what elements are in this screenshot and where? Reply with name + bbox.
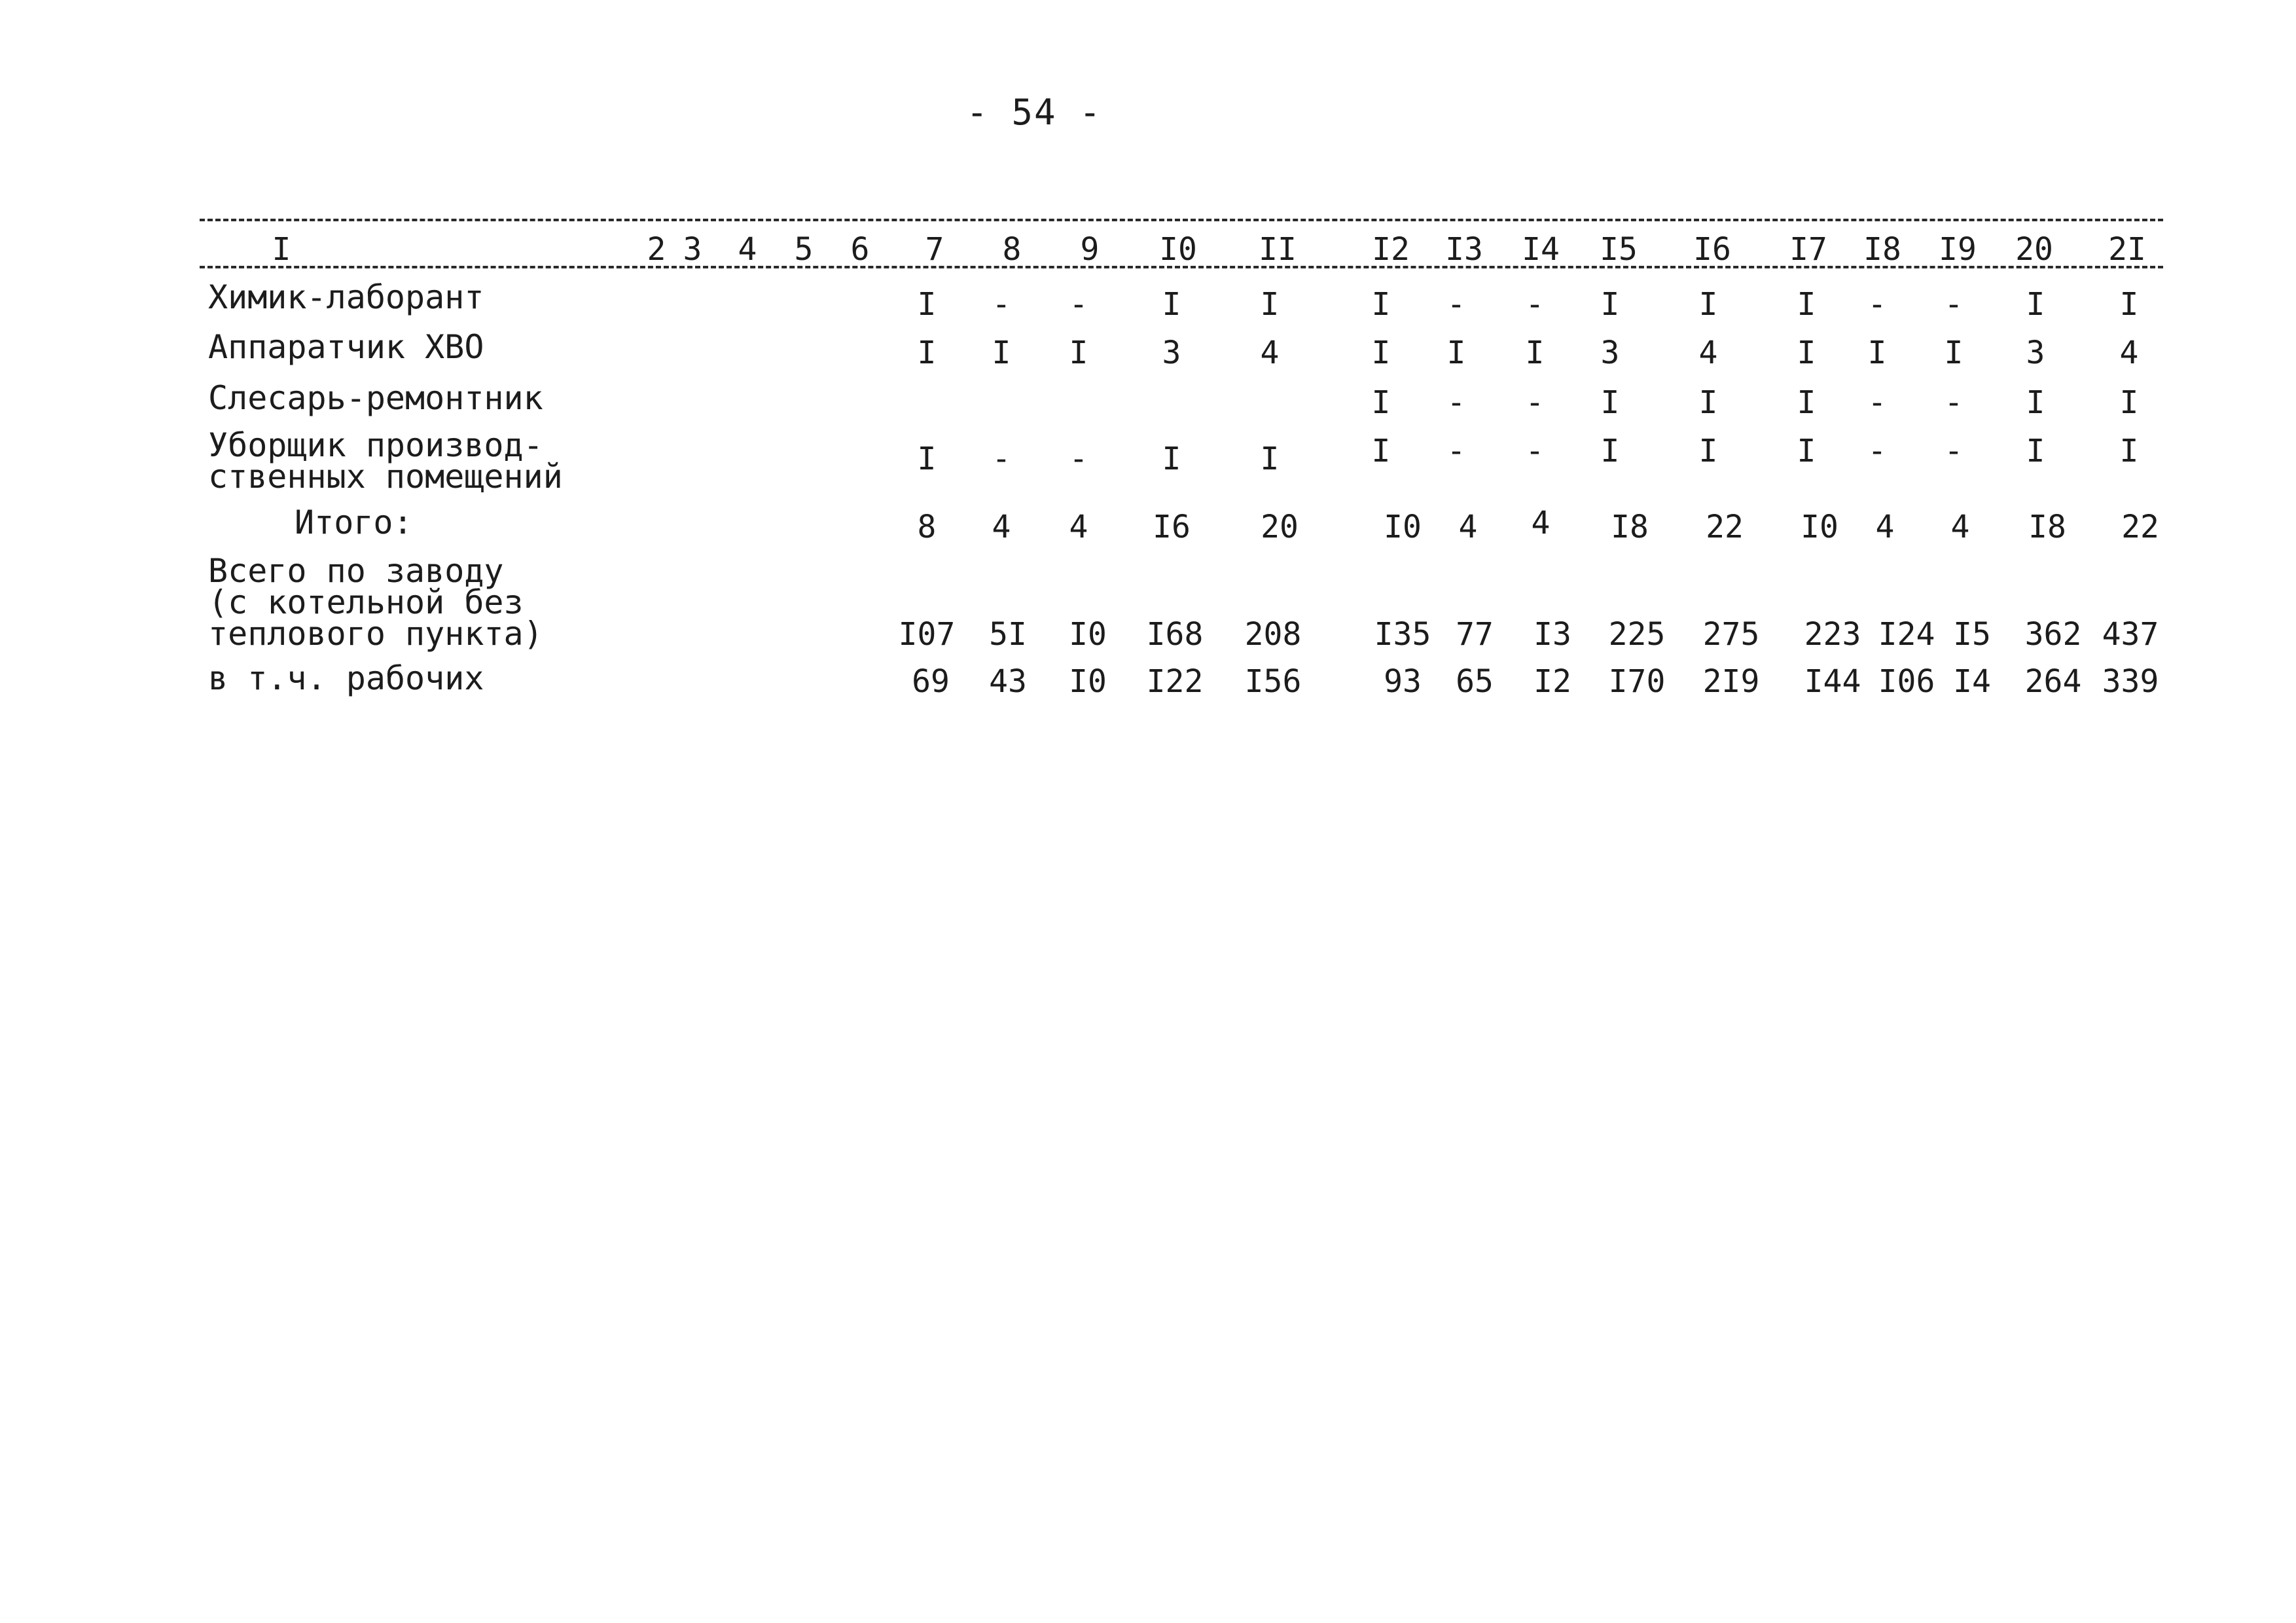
table-cell: I06 <box>1878 663 1935 700</box>
table-cell: I <box>917 335 937 371</box>
column-number: I7 <box>1789 231 1827 268</box>
table-cell: I0 <box>1801 509 1839 545</box>
table-cell: - <box>1446 384 1466 421</box>
table-cell: I0 <box>1069 616 1107 653</box>
table-cell: I <box>1371 286 1391 323</box>
table-cell: 3 <box>1600 335 1620 371</box>
table-cell: 4 <box>1950 509 1970 545</box>
table-cell: I <box>1867 335 1887 371</box>
table-cell: I <box>1371 384 1391 421</box>
table-cell: - <box>1446 433 1466 469</box>
column-number: II <box>1259 231 1297 268</box>
column-number: 2I <box>2108 231 2146 268</box>
table-cell: I <box>1260 286 1280 323</box>
table-cell: 208 <box>1244 616 1302 653</box>
table-top-rule <box>200 219 2163 221</box>
table-cell: I6 <box>1153 509 1191 545</box>
table-cell: I <box>917 441 937 477</box>
column-number: I6 <box>1693 231 1731 268</box>
row-label-line: Итого: <box>295 503 413 541</box>
table-cell: I <box>1698 433 1718 469</box>
table-cell: - <box>1867 433 1887 469</box>
header-bottom-rule <box>200 266 2163 268</box>
column-number: I8 <box>1863 231 1901 268</box>
table-cell: 264 <box>2024 663 2082 700</box>
table-cell: I4 <box>1953 663 1991 700</box>
table-cell: 8 <box>917 509 937 545</box>
table-cell: I68 <box>1146 616 1204 653</box>
row-label-line: Химик-лаборант <box>208 278 484 316</box>
row-label <box>208 379 543 417</box>
table-cell: I44 <box>1804 663 1861 700</box>
table-cell: - <box>1525 286 1545 323</box>
table-cell: 4 <box>1458 509 1478 545</box>
table-cell: I3 <box>1534 616 1571 653</box>
table-cell: - <box>1069 441 1088 477</box>
table-cell: I <box>1944 335 1964 371</box>
table-cell: 43 <box>989 663 1027 700</box>
table-cell: 77 <box>1456 616 1494 653</box>
table-cell: I <box>1162 286 1181 323</box>
table-cell: 65 <box>1456 663 1494 700</box>
table-cell: I70 <box>1608 663 1666 700</box>
table-cell: I <box>1698 286 1718 323</box>
table-cell: 3 <box>2026 335 2045 371</box>
table-cell: I <box>1260 441 1280 477</box>
table-cell: 5I <box>989 616 1027 653</box>
table-cell: - <box>992 441 1011 477</box>
column-number: I9 <box>1939 231 1977 268</box>
column-number: I5 <box>1600 231 1638 268</box>
table-cell: I07 <box>898 616 956 653</box>
row-label <box>208 659 484 697</box>
row-label-line: теплового пункта) <box>208 615 543 653</box>
row-label-line: ственных помещений <box>208 458 563 496</box>
table-cell: I <box>1371 433 1391 469</box>
table-cell: I <box>2026 384 2045 421</box>
table-cell: I0 <box>1384 509 1422 545</box>
table-cell: 339 <box>2102 663 2159 700</box>
row-label <box>208 426 563 496</box>
table-cell: - <box>1867 286 1887 323</box>
table-cell: 275 <box>1702 616 1760 653</box>
column-number: 9 <box>1080 231 1100 268</box>
table-cell: 4 <box>2119 335 2139 371</box>
table-cell: I8 <box>1611 509 1649 545</box>
table-cell: I <box>2119 384 2139 421</box>
row-label-line: (с котельной без <box>208 583 524 621</box>
column-number: 6 <box>850 231 870 268</box>
table-cell: I <box>2026 286 2045 323</box>
column-number: 3 <box>683 231 702 268</box>
table-cell: I8 <box>2028 509 2066 545</box>
table-cell: I <box>1600 384 1620 421</box>
table-cell: I <box>1069 335 1088 371</box>
row-label <box>208 278 484 316</box>
table-cell: I35 <box>1374 616 1431 653</box>
column-number: I2 <box>1372 231 1410 268</box>
table-cell: - <box>1867 384 1887 421</box>
table-cell: I <box>2119 286 2139 323</box>
table-cell: I2 <box>1534 663 1571 700</box>
table-cell: 4 <box>1875 509 1895 545</box>
table-cell: I22 <box>1146 663 1204 700</box>
column-number: 20 <box>2015 231 2053 268</box>
table-cell: I <box>1797 433 1816 469</box>
table-cell: I56 <box>1244 663 1302 700</box>
column-number: 4 <box>738 231 757 268</box>
table-cell: I <box>1797 384 1816 421</box>
table-cell: - <box>1525 433 1545 469</box>
table-cell: - <box>1944 433 1964 469</box>
row-label <box>295 503 413 541</box>
table-cell: I24 <box>1878 616 1935 653</box>
row-label-line: Всего по заводу <box>208 552 504 590</box>
table-cell: 22 <box>1706 509 1744 545</box>
table-cell: I <box>992 335 1011 371</box>
table-cell: I <box>1600 286 1620 323</box>
column-number: I4 <box>1522 231 1560 268</box>
table-cell: I <box>1525 335 1545 371</box>
table-cell: 223 <box>1804 616 1861 653</box>
table-cell: 93 <box>1384 663 1422 700</box>
row-label <box>208 328 484 366</box>
table-cell: 3 <box>1162 335 1181 371</box>
table-cell: I <box>1371 335 1391 371</box>
row-label-line: Уборщик производ- <box>208 426 543 464</box>
table-cell: I <box>1162 441 1181 477</box>
table-cell: - <box>992 286 1011 323</box>
column-number: 8 <box>1002 231 1022 268</box>
column-number: I <box>272 231 291 268</box>
table-cell: 2I9 <box>1702 663 1760 700</box>
table-cell: 4 <box>992 509 1011 545</box>
table-cell: 362 <box>2024 616 2082 653</box>
column-number: I3 <box>1445 231 1483 268</box>
table-cell: I <box>2119 433 2139 469</box>
table-cell: - <box>1446 286 1466 323</box>
table-cell: - <box>1525 384 1545 421</box>
table-cell: I <box>1698 384 1718 421</box>
table-cell: I0 <box>1069 663 1107 700</box>
table-cell: 20 <box>1261 509 1299 545</box>
table-cell: 22 <box>2121 509 2159 545</box>
column-number: I0 <box>1159 231 1197 268</box>
row-label-line: в т.ч. рабочих <box>208 659 484 697</box>
row-label-line: Слесарь-ремонтник <box>208 379 543 417</box>
row-label-line: Аппаратчик ХВО <box>208 328 484 366</box>
table-cell: 4 <box>1531 505 1551 541</box>
column-number: 7 <box>925 231 944 268</box>
table-cell: 4 <box>1260 335 1280 371</box>
table-cell: - <box>1944 384 1964 421</box>
table-cell: I <box>1797 286 1816 323</box>
column-number: 5 <box>794 231 814 268</box>
table-cell: - <box>1069 286 1088 323</box>
table-cell: I <box>1446 335 1466 371</box>
table-cell: I <box>917 286 937 323</box>
row-label <box>208 552 543 653</box>
table-cell: 4 <box>1069 509 1088 545</box>
table-cell: 225 <box>1608 616 1666 653</box>
table-cell: - <box>1944 286 1964 323</box>
page-number: - 54 - <box>966 92 1102 133</box>
table-cell: 437 <box>2102 616 2159 653</box>
table-cell: I <box>1600 433 1620 469</box>
table-cell: 69 <box>912 663 950 700</box>
table-cell: I <box>2026 433 2045 469</box>
table-cell: 4 <box>1698 335 1718 371</box>
table-cell: I5 <box>1953 616 1991 653</box>
table-cell: I <box>1797 335 1816 371</box>
column-number: 2 <box>647 231 666 268</box>
